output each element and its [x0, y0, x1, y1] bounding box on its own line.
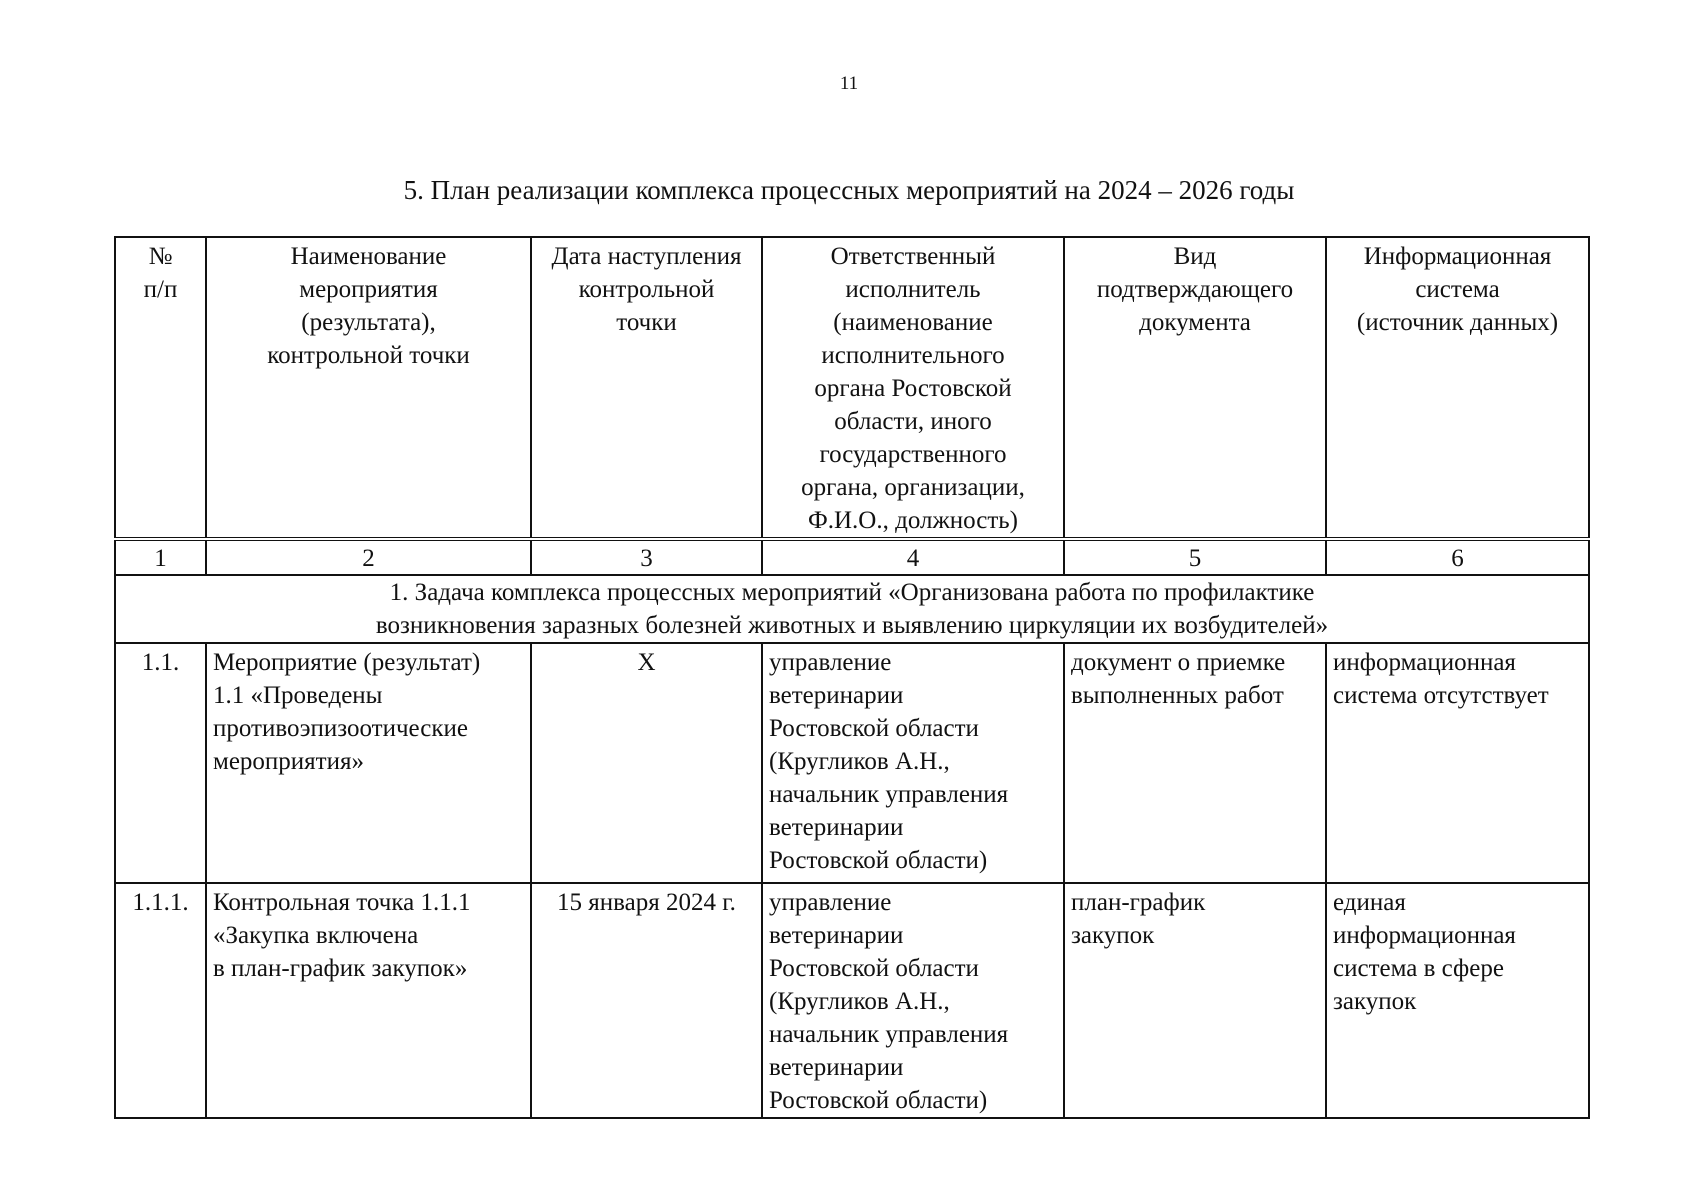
page-number: 11 — [839, 73, 859, 94]
table-row — [115, 643, 1589, 883]
row-date: X — [531, 643, 762, 883]
row-executor: управление ветеринарии Ростовской области (Кругликов А.Н., начальник управления ветеринарии Ростовской области) — [762, 643, 1064, 883]
task-cell: 1. Задача комплекса процессных мероприятий «Организована работа по профилактике возникновения заразных болезней животных и выявлению циркуляции их возбудителей» — [115, 575, 1589, 643]
table-row — [115, 883, 1589, 1118]
column-number-row — [115, 539, 1589, 575]
row-document: документ о приемке выполненных работ — [1064, 643, 1326, 883]
column-number: 1 — [115, 539, 206, 575]
row-number: 1.1. — [115, 643, 206, 883]
header-cell-system: Информационная система (источник данных) — [1326, 237, 1589, 539]
task-row — [115, 575, 1589, 643]
section-title: 5. План реализации комплекса процессных мероприятий на 2024 – 2026 годы — [403, 175, 1295, 205]
row-system: информационная система отсутствует — [1326, 643, 1589, 883]
header-cell-number: № п/п — [115, 237, 206, 539]
header-cell-date: Дата наступления контрольной точки — [531, 237, 762, 539]
row-executor: управление ветеринарии Ростовской области (Кругликов А.Н., начальник управления ветеринарии Ростовской области) — [762, 883, 1064, 1118]
column-number: 2 — [206, 539, 531, 575]
row-name: Контрольная точка 1.1.1 «Закупка включена в план-график закупок» — [206, 883, 531, 1118]
row-document: план-график закупок — [1064, 883, 1326, 1118]
column-number: 6 — [1326, 539, 1589, 575]
header-cell-executor: Ответственный исполнитель (наименование исполнительного органа Ростовской области, иного государственного органа, организации, Ф.И.О., должность) — [762, 237, 1064, 539]
row-number: 1.1.1. — [115, 883, 206, 1118]
row-name: Мероприятие (результат) 1.1 «Проведены противоэпизоотические мероприятия» — [206, 643, 531, 883]
table-header-row — [115, 237, 1589, 539]
header-cell-name: Наименование мероприятия (результата), контрольной точки — [206, 237, 531, 539]
column-number: 5 — [1064, 539, 1326, 575]
row-system: единая информационная система в сфере закупок — [1326, 883, 1589, 1118]
column-number: 4 — [762, 539, 1064, 575]
column-number: 3 — [531, 539, 762, 575]
row-date: 15 января 2024 г. — [531, 883, 762, 1118]
header-cell-document: Вид подтверждающего документа — [1064, 237, 1326, 539]
implementation-plan-table — [114, 236, 1590, 1119]
